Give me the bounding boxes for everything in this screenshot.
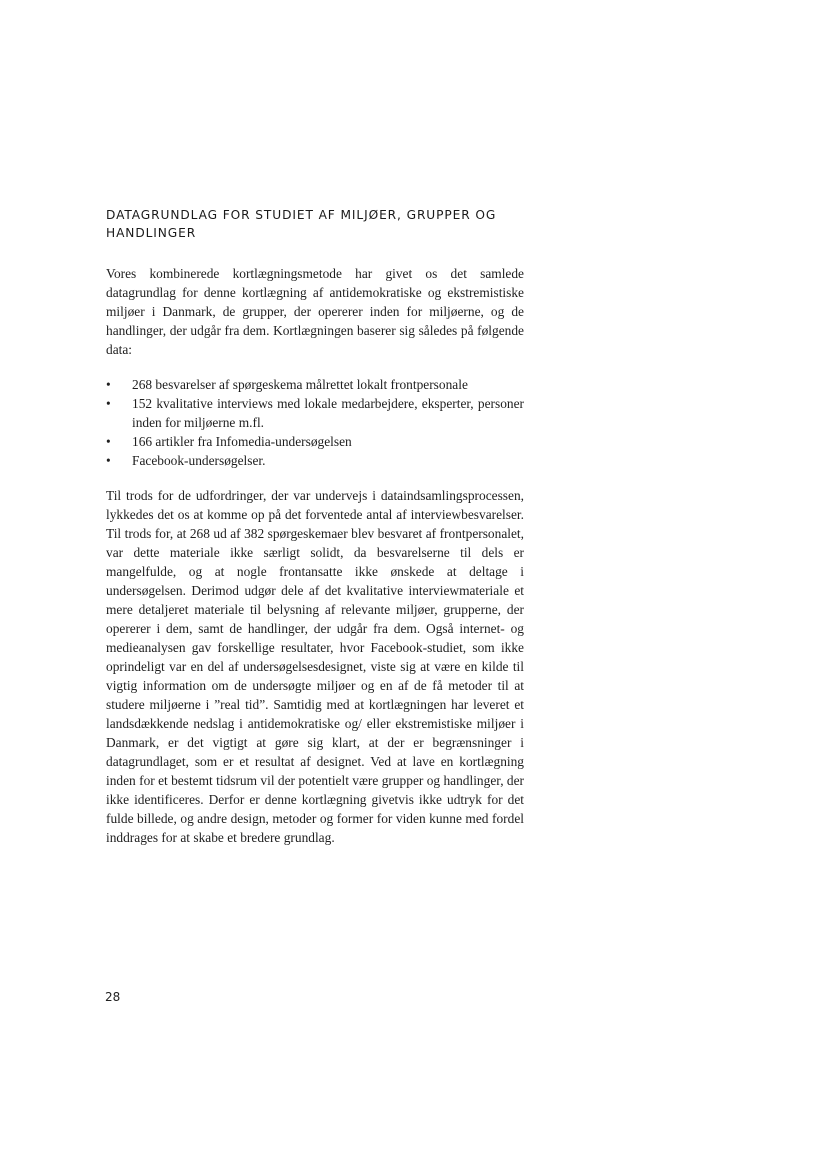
list-item-text: Facebook-undersøgelser. [132, 453, 266, 468]
intro-paragraph: Vores kombinerede kortlægningsmetode har givet os det samlede datagrundlag for denne kortlægning af antidemokratiske og ekstremistiske miljøer i Danmark, de grupper, der opererer inden for miljøerne, og de handlinger, der udgår fra dem. Kortlægningen baserer sig således på følgende data: [106, 266, 524, 357]
list-item [106, 451, 524, 470]
data-source-list [106, 375, 524, 470]
list-item [106, 432, 524, 451]
page-number: 28 [105, 990, 121, 1004]
bullet-icon: • [106, 396, 111, 411]
list-item-text: 166 artikler fra Infomedia-undersøgelsen [132, 434, 352, 449]
closing-paragraph: Til trods for de udfordringer, der var undervejs i dataindsamlingsprocessen, lykkedes det os at komme op på det forventede antal af interviewbesvarelser. Til trods for, at 268 ud af 382 spørgeskemaer blev besvaret af frontpersonalet, var dette materiale ikke særligt solidt, da besvarelserne til dels er mangelfulde, og at nogle frontansatte ikke ønskede at deltage i undersøgelsen. Derimod udgør dele af det kvalitative interviewmateriale et mere detaljeret materiale til belysning af relevante miljøer, grupperne, der opererer i dem, samt de handlinger, der udgår fra dem. Også internet- og medieanalysen gav forskellige resultater, hvor Facebook-studiet, som ikke oprindeligt var en del af undersøgelsesdesignet, viste sig at være en kilde til vigtig information om de undersøgte miljøer og en af de få metoder til at studere miljøerne i ”real tid”. Samtidig med at kortlægningen har leveret et landsdækkende nedslag i antidemokratiske og/ eller ekstremistiske miljøer i Danmark, er det vigtigt at gøre sig klart, at der er begrænsninger i datagrundlaget, som er et resultat af designet. Ved at lave en kortlægning inden for et bestemt tidsrum vil der potentielt være grupper og handlinger, der ikke identificeres. Derfor er denne kortlægning givetvis ikke udtryk for det fulde billede, og andre design, metoder og former for viden kunne med fordel inddrages for at skabe et bredere grundlag. [106, 488, 524, 845]
list-item-text: 268 besvarelser af spørgeskema målrettet lokalt frontpersonale [132, 377, 468, 392]
section-heading: DATAGRUNDLAG FOR STUDIET AF MILJØER, GRUPPER OG HANDLINGER [106, 208, 497, 240]
bullet-icon: • [106, 434, 111, 449]
list-item [106, 394, 524, 432]
bullet-icon: • [106, 377, 111, 392]
list-item-text: 152 kvalitative interviews med lokale medarbejdere, eksperter, personer inden for miljøerne m.fl. [132, 396, 524, 430]
list-item [106, 375, 524, 394]
bullet-icon: • [106, 453, 111, 468]
